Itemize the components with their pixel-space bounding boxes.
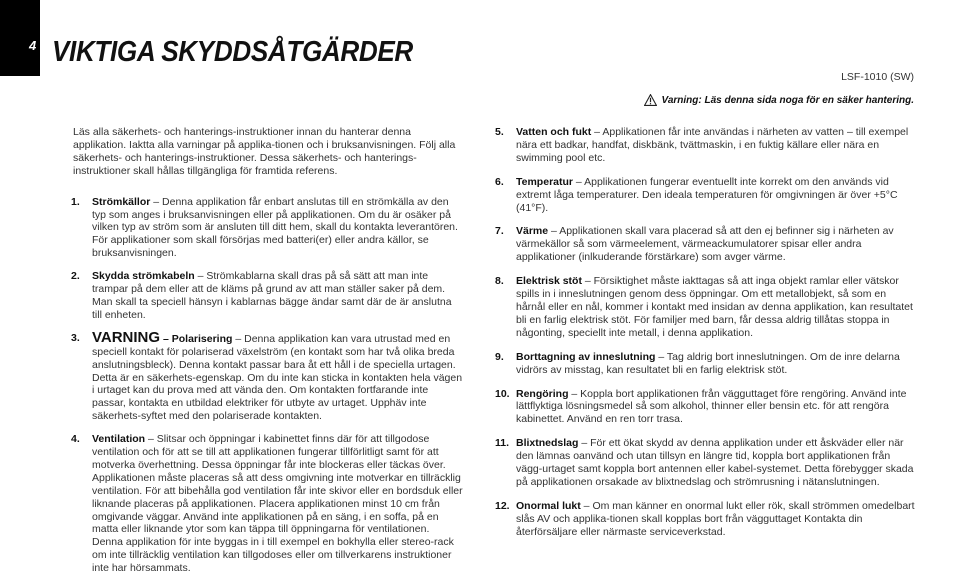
page-number: 4 [29, 38, 37, 53]
safety-item-4 [73, 433, 463, 575]
left-column [73, 126, 463, 585]
item-text: – För ett ökat skydd av denna applikation under ett åskväder eller när den lämnas oanvänd och utan tillsyn en längre tid, koppla bort applikationen från vägg-urtaget samt koppla bort antennen eller kabel-systemet. Detta förebygger skada på applikationen orsakade av blixtnedslag och strömrusning i nätanslutningen. [516, 437, 914, 488]
item-text: – Denna applikation får enbart anslutas till en strömkälla av den typ som anges i bruksanvisningen eller på applikationen. Om du är osäker på vilken typ av ström som är ansluten till ditt hem, skall du kontakta leverantören. För applikationer som skall försörjas med batteri(er) eller andra källor, se bruksanvisningen. [92, 195, 458, 260]
item-number: 7. [495, 225, 504, 238]
page-title: VIKTIGA SKYDDSÅTGÄRDER [52, 36, 413, 68]
safety-item-6 [497, 176, 915, 215]
safety-item-2 [73, 270, 463, 322]
item-heading: Borttagning av inneslutning [516, 350, 656, 363]
item-heading: Elektrisk stöt [516, 275, 582, 288]
item-number: 5. [495, 126, 504, 138]
item-number: 9. [495, 350, 504, 363]
item-text: – Tag aldrig bort inneslutningen. Om de inre delarna vidrörs av misstag, kan resultatet bli en farlig elektrisk stöt. [516, 350, 900, 376]
safety-item-5 [497, 126, 915, 165]
item-heading: Onormal lukt [516, 499, 581, 512]
warning-banner [644, 94, 914, 106]
item-heading: Temperatur [516, 175, 573, 188]
item-text: – Koppla bort applikationen från vägguttaget före rengöring. Använd inte lättflyktiga lösningsmedel så som alkohol, thinner eller bensin etc. för att rengöra kabinettet. Använd en ren torr trasa. [516, 387, 907, 426]
item-text: – Applikationen fungerar eventuellt inte korrekt om den används vid extremt låga temperaturer. Den ideala temperaturen för omgivningen är över +5°C (41°F). [516, 175, 898, 214]
item-number: 8. [495, 275, 504, 288]
item-number: 1. [71, 195, 80, 208]
safety-item-1 [73, 196, 463, 261]
item-heading: – Polarisering [160, 332, 233, 345]
right-column [497, 126, 915, 550]
warning-triangle-icon [644, 94, 657, 106]
item-text: – Slitsar och öppningar i kabinettet finns där för att tillgodose ventilation och för att se till att applikationen fungerar tillförlitligt samt för att motverka överhettning. Dessa öppningar får inte blockeras eller täckas över. Applikationen måste placeras så att dess omgivning inte motverkar en tillräcklig ventilation. För att bibehålla god ventilation får inte skivor eller en bordsduk eller liknande placeras på applikationen. Placera applikationen minst 10 cm från omgivande väggar. Använd inte applikationen på en säng, i en soffa, på en matta eller liknande ytor som kan täppa till öppningarna för ventilationen. Denna applikation för inte byggas in i till exempel en bokhylla eller stereo-rack om inte tillräcklig ventilation kan tillgodoses eller om tillverkarens instruktioner inte har hörsammats. [92, 433, 463, 575]
safety-item-3 [71, 328, 463, 423]
item-heading: Vatten och fukt [516, 126, 592, 138]
safety-item-8 [497, 275, 915, 340]
intro-paragraph: Läs alla säkerhets- och hanterings-instruktioner innan du hanterar denna applikation. Iaktta alla varningar på applika-tionen och i bruksanvisningen. Följ alla säkerhets- och hanterings-instruktioner. Dessa säkerhets- och hanterings-instruktioner skall hållas tillgängliga för framtida referens. [73, 126, 456, 177]
safety-item-9 [497, 351, 915, 377]
item-heading: Ventilation [92, 433, 146, 446]
item-number: 4. [71, 433, 80, 446]
item-number: 3. [71, 331, 80, 344]
item-heading: Värme [516, 225, 549, 238]
warning-label: VARNING [92, 328, 161, 346]
item-number: 10. [495, 387, 510, 400]
item-text: – Denna applikation kan vara utrustad med en speciell kontakt för polariserad växelström (en kontakt som har två olika breda anslutningsbleck). Denna kontakt passar bara åt ett håll i de speciella urtagen. Detta är en säkerhets-egenskap. Om du inte kan sticka in kontakten hela vägen i urtaget kan du prova med att vända den. Om kontakten fortfarande inte passar, kontakta en utbildad elektriker för utbyte av urtaget. Upphäv inte säkerhets-syftet med den polariserade kontakten. [92, 332, 463, 423]
item-heading: Skydda strömkabeln [92, 270, 195, 283]
item-text: – Om man känner en onormal lukt eller rök, skall strömmen omedelbart slås AV och applika-tionen skall kopplas bort från vägguttaget Kontakta din återförsäljare eller närmaste serviceverkstad. [516, 499, 915, 538]
warning-text: Varning: Läs denna sida noga för en säker hantering. [661, 94, 914, 106]
item-text: – Strömkablarna skall dras på så sätt att man inte trampar på dem eller att de kläms på grund av att man ställer saker på dem. Man skall ta speciell hänsyn i kablarnas bägge ändar samt där de är anslutna till enheten. [92, 270, 452, 321]
model-number: LSF-1010 (SW) [841, 71, 914, 83]
item-heading: Strömkällor [92, 195, 151, 208]
safety-item-7 [497, 225, 915, 264]
item-text: – Applikationen skall vara placerad så att den ej befinner sig i närheten av värmekällor så som värmeelement, värmeackumulatorer spisar eller andra applikationer (inlkuderande förstärkare) som avger värme. [516, 225, 894, 264]
safety-item-12 [497, 500, 915, 539]
item-heading: Blixtnedslag [516, 437, 579, 450]
item-text: – Applikationen får inte användas i närheten av vatten – till exempel nära ett badkar, handfat, diskbänk, tvättmaskin, i en fuktig källare eller nära en swimming pool etc. [516, 126, 909, 164]
item-heading: Rengöring [516, 387, 569, 400]
item-text: – Försiktighet måste iakttagas så att inga objekt ramlar eller vätskor spills in i inneslutningen genom dess öppningar. Om ett metallobjekt, så som en hårnål eller en nål, kommer i kontakt med insidan av denna applikation, kan resultatet bli en farlig elektrisk stöt. För familjer med barn, får dessa aldrig tillåtas stoppa in någonting, speciellt inte metall, i denna applikation. [516, 275, 913, 339]
item-number: 12. [495, 499, 510, 512]
item-number: 2. [71, 270, 80, 283]
item-number: 11. [495, 437, 510, 450]
safety-item-10 [497, 388, 915, 427]
item-number: 6. [495, 175, 504, 188]
safety-item-11 [497, 437, 915, 489]
